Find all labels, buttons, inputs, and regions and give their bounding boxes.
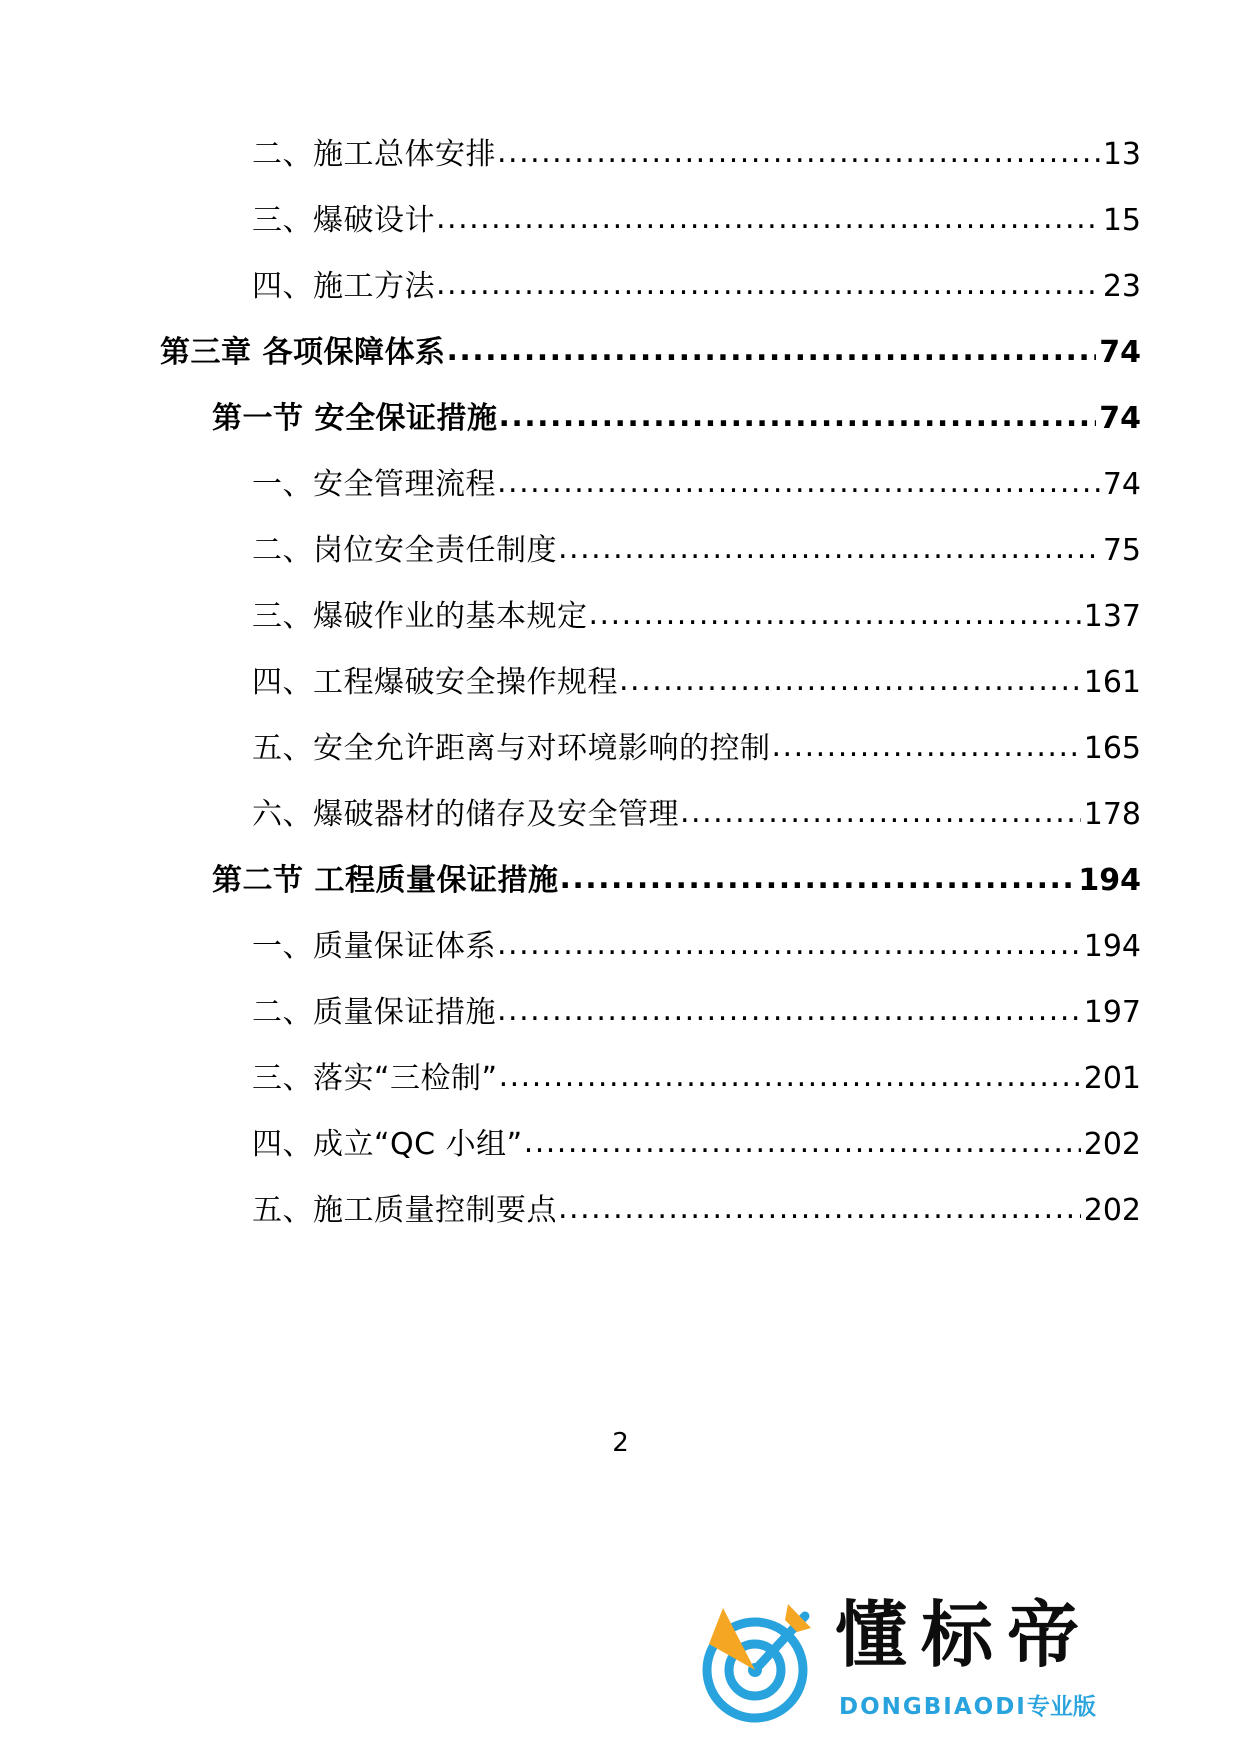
brand-suffix-text: 专业版	[1026, 1694, 1096, 1720]
toc-entry-page: 74	[1102, 467, 1141, 502]
toc-entry-title: 四、工程爆破安全操作规程	[252, 665, 618, 700]
toc-entry-page: 75	[1102, 533, 1141, 568]
toc-entry-page: 74	[1099, 335, 1141, 370]
toc-leader-dots	[558, 534, 1100, 564]
brand-name-cn: 懂标帝	[835, 1593, 1094, 1677]
toc-leader-dots	[497, 468, 1100, 498]
toc-entry-section[interactable]	[100, 401, 1141, 436]
table-of-contents	[100, 137, 1141, 1228]
toc-entry-title: 第三章 各项保障体系	[160, 335, 446, 370]
toc-entry-title: 四、施工方法	[252, 269, 435, 304]
toc-entry-page: 202	[1083, 1193, 1141, 1228]
toc-entry-page: 194	[1078, 863, 1141, 898]
toc-entry-section[interactable]	[100, 863, 1141, 898]
toc-entry[interactable]	[100, 797, 1141, 832]
toc-leader-dots	[436, 270, 1100, 300]
brand-watermark	[693, 1592, 1213, 1732]
toc-entry[interactable]	[100, 665, 1141, 700]
toc-entry-title: 六、爆破器材的储存及安全管理	[252, 797, 679, 832]
toc-leader-dots	[589, 600, 1081, 630]
toc-leader-dots	[524, 1128, 1081, 1158]
toc-entry[interactable]	[100, 269, 1141, 304]
toc-leader-dots	[446, 336, 1096, 366]
toc-entry-title: 第一节 安全保证措施	[212, 401, 498, 436]
toc-entry-page: 23	[1102, 269, 1141, 304]
toc-entry[interactable]	[100, 929, 1141, 964]
toc-entry-page: 13	[1102, 137, 1141, 172]
toc-leader-dots	[680, 798, 1081, 828]
toc-entry[interactable]	[100, 533, 1141, 568]
toc-entry-page: 15	[1102, 203, 1141, 238]
toc-entry-page: 194	[1083, 929, 1141, 964]
toc-leader-dots	[497, 138, 1100, 168]
toc-entry-page: 178	[1083, 797, 1141, 832]
toc-leader-dots	[498, 402, 1096, 432]
toc-entry-title: 五、安全允许距离与对环境影响的控制	[252, 731, 771, 766]
brand-name-en	[839, 1688, 1096, 1721]
target-logo-icon	[693, 1598, 823, 1728]
toc-entry[interactable]	[100, 1127, 1141, 1162]
toc-leader-dots	[559, 864, 1075, 894]
toc-entry-page: 137	[1083, 599, 1141, 634]
toc-leader-dots	[558, 1194, 1081, 1224]
toc-entry-page: 165	[1083, 731, 1141, 766]
toc-entry-title: 五、施工质量控制要点	[252, 1193, 557, 1228]
toc-entry-title: 一、安全管理流程	[252, 467, 496, 502]
toc-leader-dots	[772, 732, 1081, 762]
toc-entry[interactable]	[100, 1061, 1141, 1096]
toc-leader-dots	[497, 996, 1081, 1026]
page-number: 2	[612, 1428, 629, 1458]
toc-entry-page: 74	[1099, 401, 1141, 436]
toc-entry-title: 二、施工总体安排	[252, 137, 496, 172]
toc-entry-chapter[interactable]	[100, 335, 1141, 370]
toc-entry[interactable]	[100, 599, 1141, 634]
toc-entry[interactable]	[100, 1193, 1141, 1228]
toc-entry-title: 一、质量保证体系	[252, 929, 496, 964]
toc-entry[interactable]	[100, 731, 1141, 766]
toc-entry-title: 二、质量保证措施	[252, 995, 496, 1030]
toc-entry-page: 197	[1083, 995, 1141, 1030]
brand-en-text: DONGBIAODI	[839, 1694, 1027, 1720]
toc-entry-page: 202	[1083, 1127, 1141, 1162]
toc-entry-title: 三、爆破设计	[252, 203, 435, 238]
toc-entry[interactable]	[100, 203, 1141, 238]
toc-entry-page: 161	[1083, 665, 1141, 700]
toc-leader-dots	[499, 1062, 1081, 1092]
toc-entry-title: 四、成立“QC 小组”	[252, 1127, 523, 1162]
toc-entry-title: 三、爆破作业的基本规定	[252, 599, 588, 634]
toc-entry[interactable]	[100, 467, 1141, 502]
toc-entry[interactable]	[100, 995, 1141, 1030]
toc-entry-title: 三、落实“三检制”	[252, 1061, 498, 1096]
toc-entry[interactable]	[100, 137, 1141, 172]
toc-leader-dots	[436, 204, 1100, 234]
toc-entry-title: 第二节 工程质量保证措施	[212, 863, 559, 898]
toc-leader-dots	[619, 666, 1081, 696]
toc-entry-page: 201	[1083, 1061, 1141, 1096]
toc-entry-title: 二、岗位安全责任制度	[252, 533, 557, 568]
toc-leader-dots	[497, 930, 1081, 960]
